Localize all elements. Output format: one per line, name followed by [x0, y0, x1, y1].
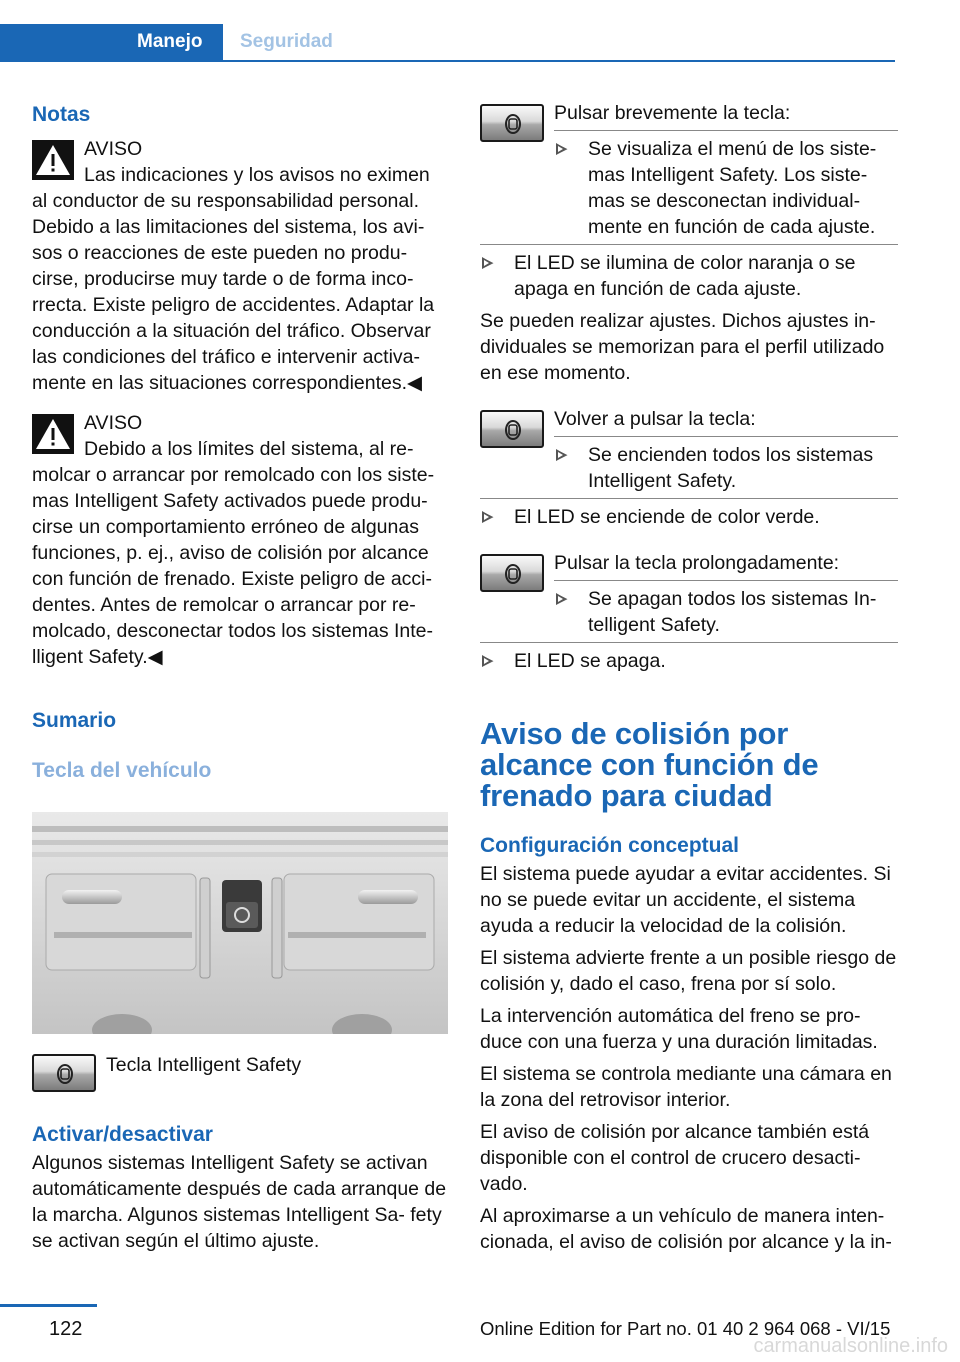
- config-paragraph-4: El sistema se controla mediante una cámara en la zona del retrovisor interior.: [480, 1063, 892, 1111]
- warning-2-body: molcar o arrancar por remolcado con los siste‐ mas Intelligent Safety activados puede produ‐ cirse un comportamiento erróneo de algunas funciones, p. ej., aviso de colisión por alcance con función de frenado. Existe peligro de acci‐ dentes. Antes de remolcar o arrancar por re‐ molcado, desconectar todos los sistemas Inte‐ lligent Safety.◀: [32, 464, 435, 668]
- press-long-bullet: [554, 586, 898, 638]
- press-again-row: [480, 406, 898, 494]
- online-edition: Online Edition for Part no. 01 40 2 964 068 - VI/15: [480, 1318, 891, 1339]
- bullet-triangle-icon: [556, 593, 566, 605]
- warning-triangle-icon: [32, 414, 74, 454]
- tab-seguridad[interactable]: Seguridad: [240, 31, 333, 52]
- press-again-bullet-text: ▷ Se encienden todos los sistemas Intelligent Safety.: [588, 444, 874, 492]
- intelligent-safety-button-icon: [32, 1054, 96, 1092]
- press-short-bullet-text: ▷ Se visualiza el menú de los siste‐ mas Intelligent Safety. Los siste‐ mas se desconectan individual‐ mente en función de cada ajuste.: [588, 138, 877, 238]
- notas-heading: Notas: [32, 103, 91, 126]
- config-paragraph-2: El sistema advierte frente a un posible riesgo de colisión y, dado el caso, frena por sí solo.: [480, 947, 897, 995]
- ajustes-text: Se pueden realizar ajustes. Dichos ajustes in‐ dividuales se memorizan para el perfil utilizado en ese momento.: [480, 310, 885, 384]
- intelligent-safety-button-icon: [480, 410, 544, 448]
- press-short-bullet-2: [480, 250, 898, 302]
- press-long-bullet-text: ▷ Se apagan todos los sistemas In‐ telligent Safety.: [588, 588, 877, 636]
- press-long-row: [480, 550, 898, 638]
- key-caption: Tecla Intelligent Safety: [106, 1054, 302, 1076]
- intelligent-safety-button-icon: [480, 554, 544, 592]
- warning-1: [32, 136, 448, 396]
- press-again-bullet-2: [480, 504, 898, 530]
- watermark: carmanualsonline.info: [753, 1335, 948, 1357]
- press-short-row: [480, 100, 898, 240]
- left-column: [32, 100, 448, 1254]
- config-paragraph-6: Al aproximarse a un vehículo de manera inten‐ cionada, el aviso de colisión por alcance y la in‐: [480, 1205, 892, 1253]
- activar-text: Algunos sistemas Intelligent Safety se activan automáticamente después de cada arranque de la marcha. Algunos sistemas Intelligent Sa‐ fety se activan según el último ajuste.: [32, 1152, 447, 1252]
- section-title: Aviso de colisión por alcance con función de frenado para ciudad: [480, 716, 819, 813]
- vehicle-dashboard-image: [32, 812, 448, 1034]
- warning-2-line1: Debido a los límites del sistema, al re‐: [84, 438, 414, 460]
- activar-heading: Activar/desactivar: [32, 1123, 213, 1146]
- press-short-bullet2-text: ▷ El LED se ilumina de color naranja o se apaga en función de cada ajuste.: [514, 252, 856, 300]
- footer-accent-line: [0, 1304, 97, 1307]
- press-long-bullet2-text: ▷ El LED se apaga.: [514, 650, 666, 672]
- bullet-triangle-icon: [482, 257, 492, 269]
- press-again-intro: Volver a pulsar la tecla:: [554, 408, 756, 430]
- warning-1-line1: Las indicaciones y los avisos no eximen: [84, 164, 430, 186]
- warning-triangle-icon: [32, 140, 74, 180]
- bullet-triangle-icon: [556, 449, 566, 461]
- press-short-bullet: [554, 136, 898, 240]
- press-long-intro: Pulsar la tecla prolongadamente:: [554, 552, 840, 574]
- config-paragraph-3: La intervención automática del freno se pro‐ duce con una fuerza y una duración limitadas.: [480, 1005, 878, 1053]
- warning-2: [32, 410, 448, 670]
- header-tabs: [0, 24, 895, 62]
- press-again-bullet: [554, 442, 898, 494]
- intelligent-safety-button-icon: [480, 104, 544, 142]
- warning-1-title: AVISO: [84, 138, 143, 160]
- bullet-triangle-icon: [556, 143, 566, 155]
- config-heading: Configuración conceptual: [480, 834, 740, 857]
- config-paragraph-5: El aviso de colisión por alcance también está disponible con el control de crucero desacti‐ vado.: [480, 1121, 870, 1195]
- press-again-bullet2-text: ▷ El LED se enciende de color verde.: [514, 506, 820, 528]
- warning-2-title: AVISO: [84, 412, 143, 434]
- warning-1-body: al conductor de su responsabilidad personal. Debido a las limitaciones del sistema, los avi‐ sos o reacciones de este pueden no produ‐ cirse, producirse muy tarde o de forma inco‐ rrecta. Existe peligro de accidentes. Adaptar la conducción a la situación del tráfico. Observar las condiciones del tráfico e intervenir activa‐ mente en las situaciones correspondientes.◀: [32, 190, 435, 394]
- bullet-triangle-icon: [482, 511, 492, 523]
- config-paragraph-1: El sistema puede ayudar a evitar accidentes. Si no se puede evitar un accidente, el sistema ayuda a reducir la velocidad de la colisión.: [480, 863, 891, 937]
- sumario-heading: Sumario: [32, 709, 117, 732]
- press-long-bullet-2: [480, 648, 898, 674]
- key-caption-row: [32, 1052, 448, 1092]
- page-number: 122: [49, 1318, 83, 1340]
- tab-manejo[interactable]: Manejo: [0, 24, 223, 60]
- dashboard-photo: [32, 812, 448, 1034]
- bullet-triangle-icon: [482, 655, 492, 667]
- tecla-heading: Tecla del vehículo: [32, 759, 212, 782]
- right-column: [480, 100, 898, 1255]
- press-short-intro: Pulsar brevemente la tecla:: [554, 102, 791, 124]
